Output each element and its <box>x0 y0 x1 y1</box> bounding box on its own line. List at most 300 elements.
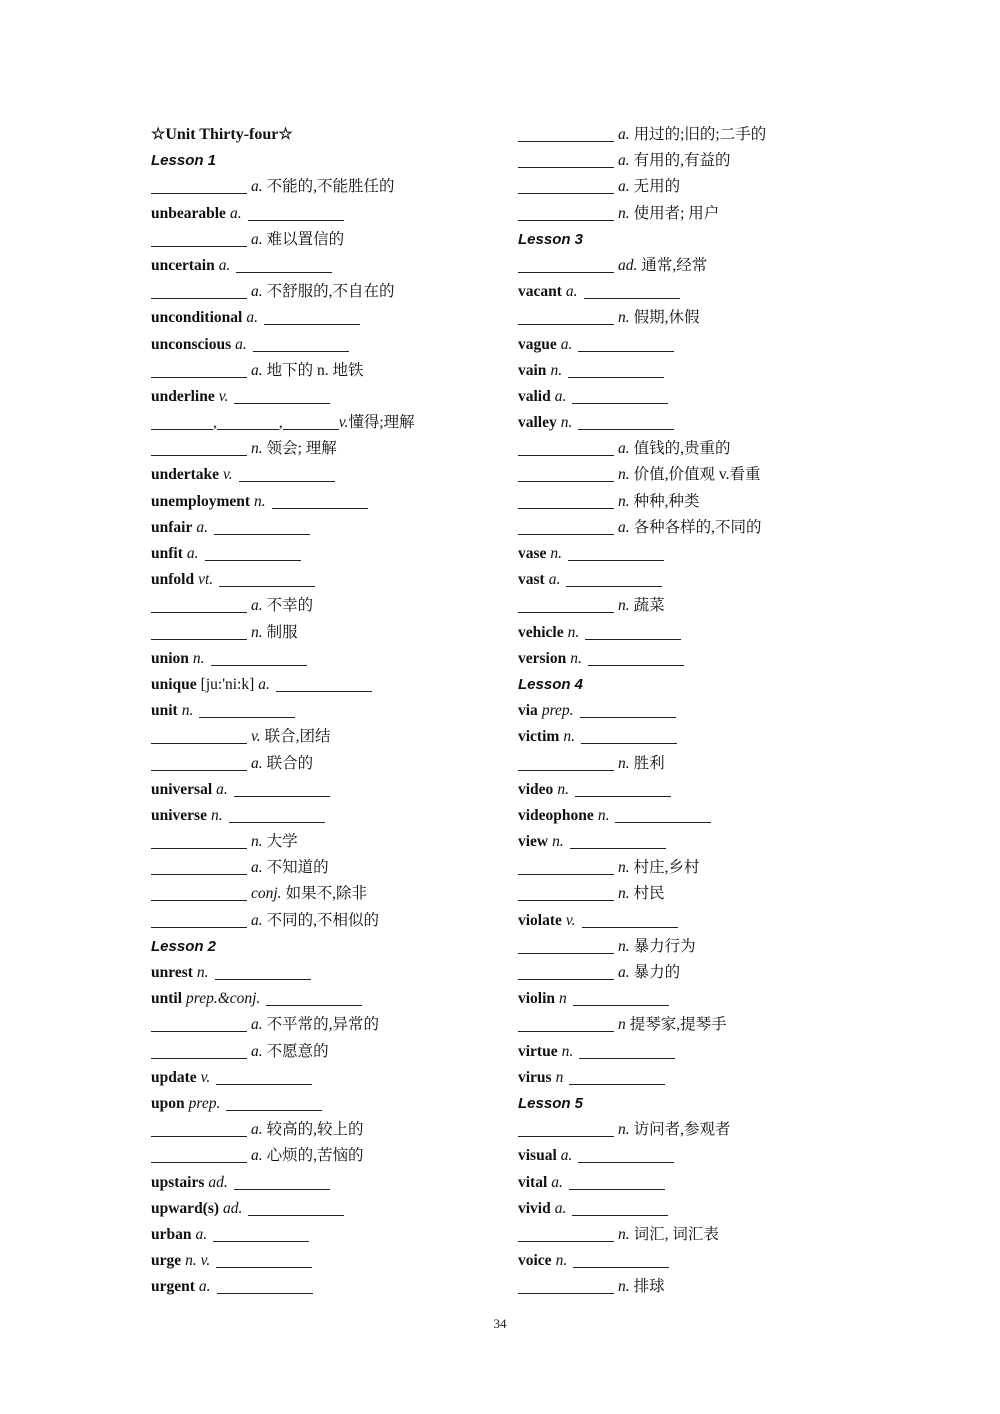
vocab-line <box>151 1222 491 1248</box>
vocab-line <box>151 1248 491 1274</box>
unit-title: ☆Unit Thirty-four☆ <box>151 126 293 143</box>
vocab-line <box>151 620 491 646</box>
part-of-speech: n. <box>557 780 569 798</box>
answer-blank[interactable] <box>518 177 614 194</box>
part-of-speech: a. <box>251 859 263 877</box>
lesson-heading: Lesson 4 <box>518 675 584 693</box>
vocab-line <box>151 358 491 384</box>
vocab-line <box>518 908 848 934</box>
vocab-line <box>151 332 491 358</box>
part-of-speech: n. <box>597 806 610 824</box>
answer-blank[interactable] <box>216 1068 312 1085</box>
vocab-word: virtue <box>518 1042 558 1060</box>
answer-blank[interactable] <box>248 204 344 221</box>
meaning: 制服 <box>266 623 298 641</box>
answer-blank[interactable] <box>518 1225 614 1242</box>
answer-blank[interactable] <box>518 518 614 535</box>
vocab-line <box>518 1065 848 1091</box>
part-of-speech: n. <box>570 649 582 667</box>
part-of-speech: n. <box>618 466 630 484</box>
vocab-word: via <box>518 702 538 720</box>
answer-blank[interactable] <box>151 1042 247 1059</box>
vocab-line <box>518 1012 848 1038</box>
meaning: 提琴家,提琴手 <box>629 1016 727 1034</box>
part-of-speech: a. <box>196 518 208 536</box>
answer-blank[interactable] <box>518 256 614 273</box>
vocab-word: underline <box>151 387 215 405</box>
part-of-speech: n. <box>192 649 205 667</box>
vocab-word: unfold <box>151 571 195 589</box>
answer-blank[interactable] <box>199 701 295 718</box>
part-of-speech: n. <box>550 361 563 379</box>
meaning: 词汇, 词汇表 <box>633 1225 719 1243</box>
answer-blank[interactable] <box>151 439 247 456</box>
answer-blank[interactable] <box>151 754 247 771</box>
part-of-speech: prep. <box>541 702 574 720</box>
answer-blank[interactable] <box>573 1251 669 1268</box>
answer-blank[interactable] <box>236 256 332 273</box>
meaning: 大学 <box>266 833 298 851</box>
vocab-line <box>518 201 848 227</box>
vocab-line <box>518 1248 848 1274</box>
answer-blank[interactable] <box>518 1015 614 1032</box>
vocab-line <box>518 305 848 331</box>
answer-blank[interactable] <box>215 963 311 980</box>
vocab-word: unfit <box>151 545 183 562</box>
answer-blank[interactable] <box>217 1277 313 1294</box>
vocab-line <box>151 515 491 541</box>
answer-blank[interactable] <box>518 439 614 456</box>
vocab-line <box>518 1274 848 1300</box>
part-of-speech: a. <box>251 597 263 615</box>
vocab-line <box>518 1039 848 1065</box>
answer-blank[interactable] <box>234 387 330 404</box>
vocab-line <box>518 960 848 986</box>
vocab-word: unfair <box>151 518 193 536</box>
answer-blank[interactable] <box>569 1173 665 1190</box>
vocab-line <box>518 462 848 488</box>
part-of-speech: a. <box>618 152 630 170</box>
answer-blank[interactable] <box>234 780 330 797</box>
answer-blank[interactable] <box>518 151 614 168</box>
part-of-speech: n <box>559 990 567 1008</box>
part-of-speech: n. <box>618 204 630 222</box>
vocab-word: vacant <box>518 283 562 301</box>
vocab-word: valley <box>518 414 557 432</box>
part-of-speech: n. <box>563 728 575 746</box>
vocab-line <box>151 986 491 1012</box>
vocab-line <box>151 724 491 750</box>
vocab-line <box>518 698 848 724</box>
vocab-word: update <box>151 1068 197 1086</box>
meaning: 使用者; 用户 <box>633 204 720 222</box>
meaning: 不同的,不相似的 <box>266 911 380 929</box>
vocab-line <box>151 1274 491 1300</box>
part-of-speech: n <box>555 1068 564 1086</box>
vocab-word: universal <box>151 780 213 798</box>
vocab-line <box>518 777 848 803</box>
part-of-speech: n. <box>618 937 630 955</box>
meaning: 无用的 <box>633 178 681 196</box>
answer-blank[interactable] <box>151 282 247 299</box>
answer-blank[interactable] <box>573 989 669 1006</box>
meaning: 排球 <box>633 1278 665 1296</box>
answer-blank[interactable] <box>151 727 247 744</box>
part-of-speech: v. <box>223 466 233 484</box>
vocab-word: unrest <box>151 964 193 981</box>
vocab-word: union <box>151 649 189 667</box>
part-of-speech: a. <box>195 1225 208 1243</box>
vocab-line <box>518 148 848 174</box>
meaning: 假期,休假 <box>633 309 700 327</box>
part-of-speech: v. <box>251 728 261 746</box>
part-of-speech: n. v. <box>185 1252 211 1270</box>
meaning: 用过的;旧的;二手的 <box>633 126 767 143</box>
part-of-speech: n. <box>251 623 263 641</box>
vocab-line <box>518 855 848 881</box>
answer-blank[interactable] <box>229 806 325 823</box>
part-of-speech: n. <box>251 440 263 458</box>
answer-blank[interactable] <box>272 492 368 509</box>
meaning: 村庄,乡村 <box>633 859 700 877</box>
part-of-speech: a. <box>565 283 578 301</box>
vocab-word: upon <box>151 1094 185 1112</box>
part-of-speech: a. <box>618 178 630 196</box>
vocab-word: urgent <box>151 1278 195 1296</box>
vocab-word: until <box>151 990 183 1008</box>
vocab-line <box>151 489 491 515</box>
meaning: 不知道的 <box>266 859 329 877</box>
answer-blank[interactable] <box>234 1173 330 1190</box>
part-of-speech: a. <box>618 964 630 981</box>
page-number: 34 <box>493 1316 507 1331</box>
part-of-speech: a. <box>554 387 567 405</box>
vocab-line <box>151 384 491 410</box>
meaning: 暴力的 <box>633 964 681 981</box>
answer-blank[interactable] <box>566 570 662 587</box>
part-of-speech: prep. <box>188 1094 221 1112</box>
part-of-speech: prep.&conj. <box>186 990 261 1008</box>
answer-blank[interactable] <box>151 832 247 849</box>
vocab-word: universe <box>151 806 207 824</box>
part-of-speech: v. <box>565 911 576 929</box>
answer-blank[interactable] <box>518 963 614 980</box>
vocab-word: unbearable <box>151 204 226 222</box>
answer-blank[interactable] <box>578 413 674 430</box>
answer-blank[interactable] <box>151 1120 247 1137</box>
meaning: 暴力行为 <box>633 937 696 955</box>
part-of-speech: a. <box>186 545 199 562</box>
vocab-line <box>518 803 848 829</box>
vocab-word: vivid <box>518 1199 551 1217</box>
answer-blank[interactable] <box>518 1120 614 1137</box>
meaning: 地下的 n. 地铁 <box>266 361 364 379</box>
vocab-word: unconditional <box>151 309 243 327</box>
meaning: 通常,经常 <box>641 256 708 274</box>
vocab-word: vital <box>518 1173 548 1191</box>
vocab-word: valid <box>518 387 551 405</box>
answer-blank[interactable] <box>582 911 678 928</box>
answer-blank[interactable] <box>264 308 360 325</box>
answer-blank[interactable] <box>518 858 614 875</box>
answer-blank[interactable] <box>219 570 315 587</box>
answer-blank[interactable] <box>568 544 664 561</box>
answer-blank[interactable] <box>572 387 668 404</box>
part-of-speech: a. <box>251 178 263 196</box>
vocab-word: voice <box>518 1252 552 1270</box>
vocab-line <box>151 567 491 593</box>
part-of-speech: a. <box>618 440 630 458</box>
part-of-speech: a. <box>251 1042 263 1060</box>
answer-blank[interactable] <box>205 544 301 561</box>
vocab-word: vague <box>518 335 557 353</box>
meaning: 如果不,除非 <box>285 885 367 903</box>
answer-blank[interactable] <box>588 649 684 666</box>
part-of-speech: n <box>618 1016 626 1034</box>
lesson-heading: Lesson 1 <box>151 152 217 170</box>
vocab-line <box>518 332 848 358</box>
answer-blank[interactable] <box>569 1068 665 1085</box>
vocab-line <box>518 724 848 750</box>
meaning: 访问者,参观者 <box>633 1121 731 1139</box>
part-of-speech: n. <box>618 1278 630 1296</box>
answer-blank[interactable] <box>518 125 614 142</box>
vocab-line <box>518 934 848 960</box>
part-of-speech: n. <box>618 597 630 615</box>
answer-blank[interactable] <box>585 623 681 640</box>
answer-blank[interactable] <box>570 832 666 849</box>
answer-blank[interactable] <box>584 282 680 299</box>
meaning: 胜利 <box>633 754 665 772</box>
answer-blank[interactable] <box>151 884 247 901</box>
vocab-line <box>151 803 491 829</box>
answer-blank[interactable] <box>276 675 372 692</box>
vocab-line <box>151 227 491 253</box>
vocab-line <box>151 201 491 227</box>
vocab-line <box>151 1196 491 1222</box>
vocab-line <box>518 620 848 646</box>
part-of-speech: ad. <box>208 1173 228 1191</box>
vocab-line <box>518 436 848 462</box>
vocab-line <box>151 1117 491 1143</box>
meaning: 不愿意的 <box>266 1042 329 1060</box>
lesson-heading: Lesson 3 <box>518 230 584 248</box>
vocab-word: upward(s) <box>151 1199 220 1217</box>
meaning: 价值,价值观 v.看重 <box>633 466 761 484</box>
vocab-word: version <box>518 649 567 667</box>
meaning: 不能的,不能胜任的 <box>266 178 395 196</box>
vocab-line <box>518 279 848 305</box>
answer-blank[interactable] <box>518 596 614 613</box>
lesson-heading: Lesson 5 <box>518 1094 584 1112</box>
meaning: 联合的 <box>266 754 314 772</box>
part-of-speech: n. <box>552 833 564 851</box>
vocab-line <box>151 1012 491 1038</box>
meaning: 不平常的,异常的 <box>266 1016 380 1034</box>
vocab-line <box>518 253 848 279</box>
part-of-speech: a. <box>618 126 630 143</box>
vocab-line <box>518 384 848 410</box>
part-of-speech: n. <box>550 545 563 562</box>
part-of-speech: a. <box>251 1121 263 1139</box>
answer-blank[interactable] <box>578 335 674 352</box>
answer-blank[interactable] <box>213 1225 309 1242</box>
answer-blank[interactable] <box>151 1015 247 1032</box>
part-of-speech: n. <box>560 414 573 432</box>
part-of-speech: a. <box>229 204 242 222</box>
meaning: 心烦的,苦恼的 <box>266 1147 364 1165</box>
right-column <box>518 122 848 1300</box>
vocab-word: vain <box>518 361 547 379</box>
vocab-line <box>151 777 491 803</box>
vocab-line <box>151 279 491 305</box>
part-of-speech: a. <box>560 1147 573 1165</box>
part-of-speech: vt. <box>198 571 214 589</box>
vocab-line <box>518 174 848 200</box>
vocab-line <box>518 829 848 855</box>
vocab-line <box>151 462 491 488</box>
answer-blank[interactable] <box>283 413 339 430</box>
vocab-line: , , v.懂得;理解 <box>151 410 491 436</box>
vocab-word: unique <box>151 675 197 693</box>
vocab-word: unconscious <box>151 335 232 353</box>
answer-blank[interactable] <box>518 1277 614 1294</box>
part-of-speech: a. <box>246 309 258 327</box>
answer-blank[interactable] <box>518 937 614 954</box>
part-of-speech: a. <box>218 256 231 274</box>
answer-blank[interactable] <box>518 884 614 901</box>
answer-blank[interactable] <box>217 413 279 430</box>
lesson-heading: Lesson 2 <box>151 937 217 955</box>
vocab-word: videophone <box>518 806 594 824</box>
answer-blank[interactable] <box>518 465 614 482</box>
part-of-speech: n. <box>618 754 630 772</box>
vocab-line <box>151 174 491 200</box>
answer-blank[interactable] <box>580 701 676 718</box>
answer-blank[interactable] <box>518 204 614 221</box>
vocab-line <box>151 593 491 619</box>
answer-blank[interactable] <box>575 780 671 797</box>
answer-blank[interactable] <box>226 1094 322 1111</box>
answer-blank[interactable] <box>579 1042 675 1059</box>
part-of-speech: a. <box>216 780 228 798</box>
meaning: 种种,种类 <box>633 492 700 510</box>
vocab-line <box>518 541 848 567</box>
answer-blank[interactable] <box>151 177 247 194</box>
part-of-speech: v. <box>200 1068 211 1086</box>
vocab-line <box>518 1117 848 1143</box>
answer-blank[interactable] <box>615 806 711 823</box>
answer-blank[interactable] <box>253 335 349 352</box>
vocab-line <box>518 1170 848 1196</box>
answer-blank[interactable] <box>214 518 310 535</box>
vocab-line <box>518 567 848 593</box>
part-of-speech: n. <box>618 309 630 327</box>
vocab-line <box>151 1170 491 1196</box>
part-of-speech: a. <box>235 335 247 353</box>
answer-blank[interactable] <box>151 361 247 378</box>
part-of-speech: conj. <box>251 885 282 903</box>
vocab-line <box>518 1222 848 1248</box>
answer-blank[interactable] <box>518 308 614 325</box>
answer-blank[interactable] <box>248 1199 344 1216</box>
part-of-speech: n. <box>561 1042 574 1060</box>
part-of-speech: a. <box>251 1016 263 1034</box>
part-of-speech: n. <box>618 859 630 877</box>
answer-blank[interactable] <box>518 492 614 509</box>
answer-blank[interactable] <box>151 596 247 613</box>
part-of-speech: v. <box>338 414 349 432</box>
vocab-line <box>518 489 848 515</box>
answer-blank[interactable] <box>578 1146 674 1163</box>
part-of-speech: a. <box>551 1173 563 1191</box>
answer-blank[interactable] <box>151 413 213 430</box>
answer-blank[interactable] <box>216 1251 312 1268</box>
answer-blank[interactable] <box>266 989 362 1006</box>
answer-blank[interactable] <box>211 649 307 666</box>
answer-blank[interactable] <box>151 911 247 928</box>
vocab-word: vase <box>518 545 547 562</box>
vocab-line <box>151 672 491 698</box>
part-of-speech: n. <box>618 492 630 510</box>
vocab-word: view <box>518 833 549 851</box>
meaning: 较高的,较上的 <box>266 1121 364 1139</box>
part-of-speech: n. <box>618 1225 630 1243</box>
part-of-speech: a. <box>554 1199 567 1217</box>
vocab-line <box>151 646 491 672</box>
vocab-word: visual <box>518 1147 557 1165</box>
left-column <box>151 122 491 1300</box>
part-of-speech: a. <box>251 1147 263 1165</box>
vocab-word: virus <box>518 1068 552 1086</box>
meaning: 领会; 理解 <box>266 440 337 458</box>
answer-blank[interactable] <box>151 623 247 640</box>
part-of-speech: ad. <box>618 256 638 274</box>
part-of-speech: a. <box>618 518 630 536</box>
meaning: 不舒服的,不自在的 <box>266 283 395 301</box>
vocab-line <box>151 305 491 331</box>
vocab-line <box>151 436 491 462</box>
vocab-line <box>518 1143 848 1169</box>
answer-blank[interactable] <box>568 361 664 378</box>
vocab-line <box>518 358 848 384</box>
vocab-line <box>151 960 491 986</box>
vocab-line <box>151 751 491 777</box>
answer-blank[interactable] <box>581 727 677 744</box>
meaning: 懂得;理解 <box>348 414 415 432</box>
answer-blank[interactable] <box>572 1199 668 1216</box>
meaning: 蔬菜 <box>633 597 665 615</box>
part-of-speech: a. <box>251 754 263 772</box>
answer-blank[interactable] <box>151 1146 247 1163</box>
answer-blank[interactable] <box>518 754 614 771</box>
answer-blank[interactable] <box>239 465 335 482</box>
part-of-speech: n. <box>181 702 194 720</box>
vocab-word: vast <box>518 571 545 589</box>
vocab-line <box>518 881 848 907</box>
answer-blank[interactable] <box>151 230 247 247</box>
vocab-line <box>518 410 848 436</box>
part-of-speech: a. <box>560 335 573 353</box>
vocab-line <box>151 1091 491 1117</box>
vocab-line <box>518 122 848 148</box>
part-of-speech: n. <box>210 806 223 824</box>
answer-blank[interactable] <box>151 858 247 875</box>
phonetic: [ju:'ni:k] <box>200 675 255 693</box>
vocab-word: uncertain <box>151 256 215 274</box>
vocab-line <box>151 1039 491 1065</box>
vocab-line <box>518 515 848 541</box>
